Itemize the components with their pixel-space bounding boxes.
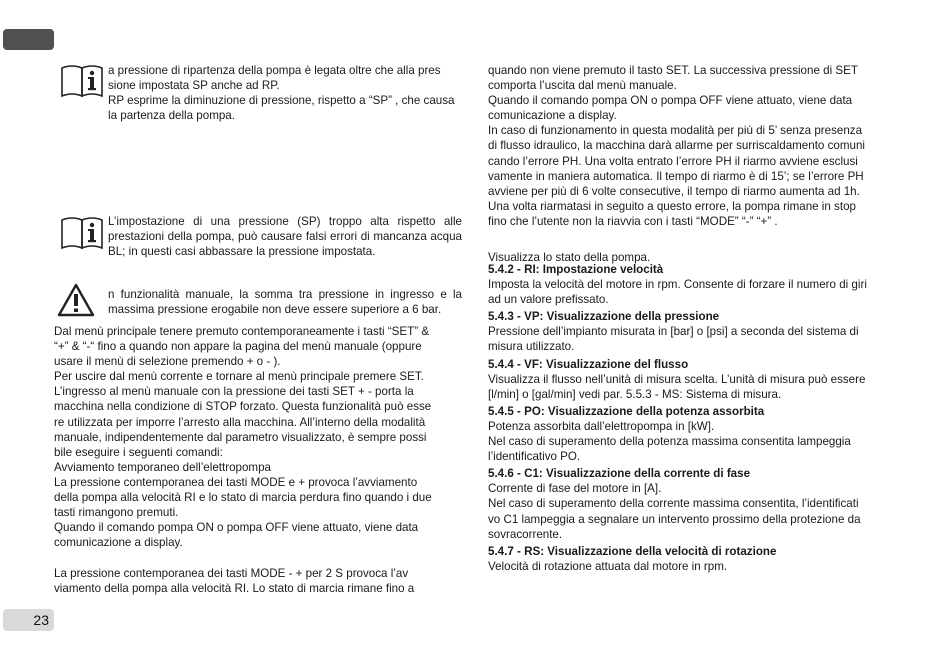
section-vp: 5.4.3 - VP: Visualizzazione della pressione Pressione dell’impianto misurata in [bar] o [psi] a seconda del sistema di misura utilizzato. (488, 309, 896, 354)
section-heading: 5.4.3 - VP: Visualizzazione della pressione (488, 310, 720, 324)
page-number: 23 (3, 609, 54, 631)
section-vf: 5.4.4 - VF: Visualizzazione del flusso Visualizza il flusso nell’unità di misura scelta. L’unità di misura può essere [l/min] o [gal/min] vedi par. 5.5.3 - MS: Sistema di misura. (488, 357, 896, 402)
info-note-high-pressure: L’impostazione di una pressione (SP) troppo alta rispetto alle prestazioni della pompa, può causare falsi errori di mancanza acqua BL; in questi casi abbassare la pressione impostata. (108, 215, 462, 259)
chapter-tab (3, 29, 54, 50)
warning-manual-pressure: n funzionalità manuale, la somma tra pressione in ingresso e la massima pressione erogabile non deve essere superiore a 6 bar. (108, 288, 462, 317)
section-heading: 5.4.5 - PO: Visualizzazione della potenza assorbita (488, 404, 765, 418)
manual-info-icon (60, 64, 106, 98)
manual-mode-continued: quando non viene premuto il tasto SET. La successiva pressione di SET comporta l’uscita dal menù manuale. Quando il comando pompa ON o pompa OFF viene attuato, viene data comunicazione a display. In caso di funzionamento in questa modalità per più di 5’ senza presenza di flusso idraulico, la macchina darà allarme per surriscaldamento comuni cando l’errore PH. Una volta entrato l’errore PH il riarmo avviene esclusi vamente in maniera automatica. Il tempo di riarmo è di 15’; se l’errore PH avviene per più di 6 volte consecutive, il tempo di riarmo aumenta ad 1h. Una volta riarmatasi in seguito a questo errore, la pompa rimane in stop fino che l’utente non la riavvia con i tasti “MODE” “-” “+” . Visualizza lo stato della pompa. (488, 64, 865, 265)
section-heading: 5.4.7 - RS: Visualizzazione della velocità di rotazione (488, 544, 777, 558)
section-heading: 5.4.2 - RI: Impostazione velocità (488, 263, 664, 276)
manual-mode-text: Dal menù principale tenere premuto contemporaneamente i tasti “SET” & “+” & “-“ fino a quando non appare la pagina del menù manuale (oppure usare il menù di selezione premendo + o - ). Per uscire dal menù corrente e tornare al menù principale premere SET. L’ingresso al menù manuale con la pressione dei tasti SET + - porta la macchina nella condizione di STOP forzato. Questa funzionalità può esse re utilizzata per imporre l’arresto alla macchina. All’interno della modalità manuale, indipendentemente dal parametro visualizzato, è sempre possi bile eseguire i seguenti comandi: Avviamento temporaneo dell’elettropompa La pressione contemporanea dei tasti MODE e + provoca l’avviamento della pompa alla velocità RI e lo stato di marcia perdura fino quando i due tasti rimangono premuti. Quando il comando pompa ON o pompa OFF viene attuato, viene data comunicazione a display. La pressione contemporanea dei tasti MODE - + per 2 S provoca l’av viamento della pompa alla velocità RI. Lo stato di marcia rimane fino a (54, 325, 432, 595)
warning-icon (57, 283, 95, 317)
section-po: 5.4.5 - PO: Visualizzazione della potenza assorbita Potenza assorbita dall’elettropompa in [kW]. Nel caso di superamento della potenza massima consentita lampeggia l’identificativo PO. (488, 404, 896, 464)
section-rs: 5.4.7 - RS: Visualizzazione della velocità di rotazione Velocità di rotazione attuata dal motore in rpm. (488, 544, 896, 574)
section-heading: 5.4.4 - VF: Visualizzazione del flusso (488, 357, 689, 371)
parameter-sections (488, 262, 896, 574)
section-c1: 5.4.6 - C1: Visualizzazione della corrente di fase Corrente di fase del motore in [A]. Nel caso di superamento della corrente massima consentita, l’identificati vo C1 lampeggia a segnalare un intervento prossimo della protezione da sovracorrente. (488, 466, 896, 541)
manual-info-icon (60, 216, 106, 250)
section-ri: 5.4.2 - RI: Impostazione velocità Imposta la velocità del motore in rpm. Consente di forzare il numero di giri ad un valore prefissato. (488, 262, 896, 307)
info-note-restart-pressure: a pressione di ripartenza della pompa è legata oltre che alla pres sione impostata SP anche ad RP. RP esprime la diminuzione di pressione, rispetto a “SP” , che causa la partenza della pompa. (108, 64, 455, 123)
section-heading: 5.4.6 - C1: Visualizzazione della corrente di fase (488, 467, 751, 481)
